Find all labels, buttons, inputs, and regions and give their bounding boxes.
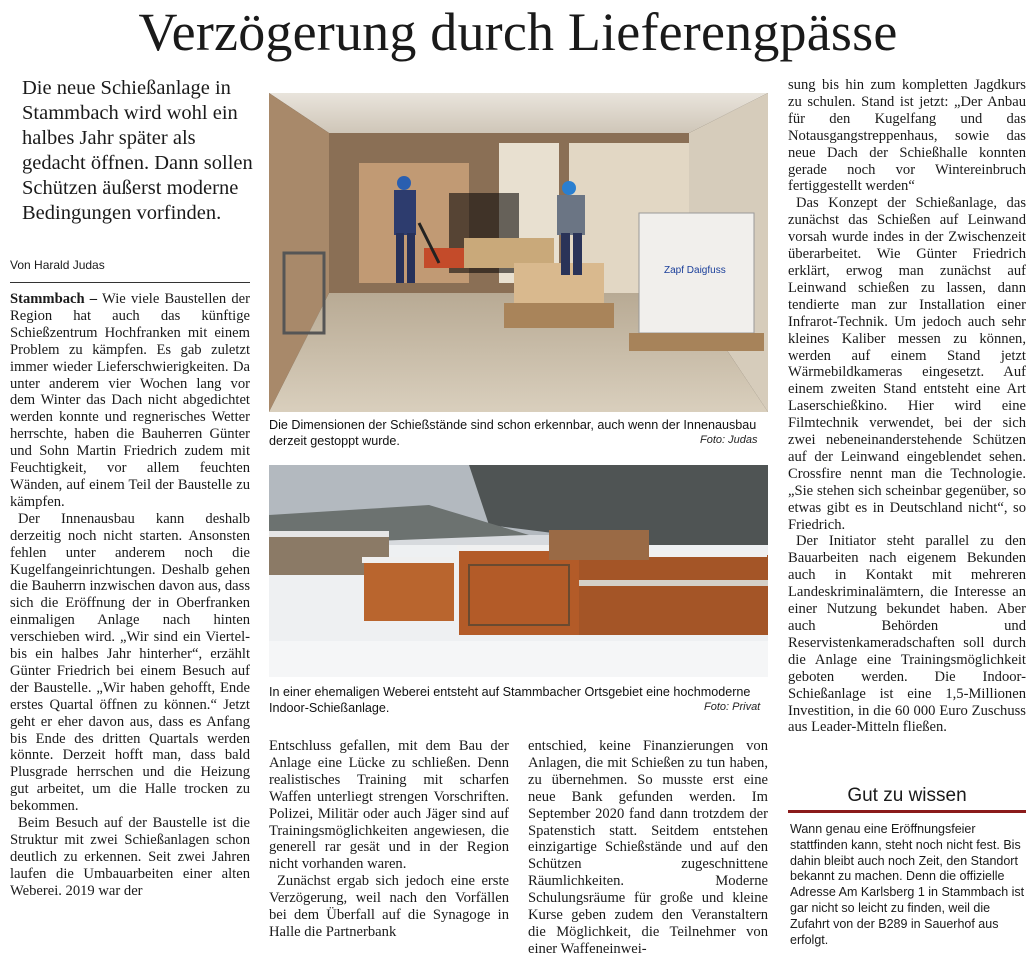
dateline: Stammbach – bbox=[10, 291, 98, 307]
article-column-2 bbox=[269, 738, 509, 941]
infobox-text: Wann genau eine Eröffnungsfeier stattfinden kann, steht noch nicht fest. Bis dahin bleibt auch noch Zeit, den Standort bekannt zu machen. Denn die offizielle Adresse Am Karlsberg 1 in Stammbach ist gar nicht so leicht zu finden, weil die Zufahrt von der B289 in Sauerhof aus erfolgt. bbox=[790, 822, 1025, 947]
article-paragraph: Entschluss gefallen, mit dem Bau der Anlage eine Lücke zu schließen. Denn realistisches Training mit scharfen Waffen unterliegt strengen Vorschriften. Polizei, Militär oder auch Jäger sind auf Trainingsmöglichkeiten angewiesen, die generell rar gesät und in der Region nicht vorhanden waren. bbox=[269, 738, 509, 873]
photo-building-exterior bbox=[269, 465, 768, 677]
article-paragraph: Beim Besuch auf der Baustelle ist die Struktur mit zwei Schießanlagen schon deutlich zu erkennen. Seit zwei Jahren laufen die Umbauarbeiten einer alten Weberei. 2019 war der bbox=[10, 815, 250, 899]
article-paragraph: Der Innenausbau kann deshalb derzeitig noch nicht starten. Ansonsten fehlen unter anderem noch die Kugelfangeinrichtungen. Deshalb gehen die Bauherrn inzwischen davon aus, dass sich die Eröffnung der in Oberfranken einmaligen Anlage nach hinten verschieben wird. „Wir sind ein Viertel- bis ein halbes Jahr hinterher“, erzählt Günter Friedrich bei einem Besuch auf der Baustelle. „Wir haben gehofft, Ende erstes Quartal öffnen zu können.“ Jetzt geht er eher davon aus, dass es Anfang bis Ende des dritten Quartals werden könnte. Derzeit hofft man, dass bald Plusgrade herrschen und die Heizung gut arbeitet, um die Halle trocken zu bekommen. bbox=[10, 510, 250, 815]
photo-caption: In einer ehemaligen Weberei entsteht auf Stammbacher Ortsgebiet eine hochmoderne Indoor-Schießanlage. bbox=[269, 685, 751, 715]
article-paragraph: Zunächst ergab sich jedoch eine erste Verzögerung, weil nach den Vorfällen bei dem Überfall auf die Synagoge in Halle die Partnerbank bbox=[269, 873, 509, 940]
article-column-1 bbox=[10, 291, 250, 900]
article-paragraph bbox=[10, 291, 250, 511]
headline: Verzögerung durch Lieferengpässe bbox=[138, 2, 898, 62]
photo-credit: Foto: Privat bbox=[704, 701, 761, 713]
byline-divider bbox=[10, 282, 250, 283]
article-column-3 bbox=[528, 738, 768, 958]
article-paragraph: sung bis hin zum kompletten Jagdkurs zu schulen. Stand ist jetzt: „Der Anbau für den Kugelfang und das Notausgangstreppenhaus, sowie das neue Dach der Schießhalle konnten gerade noch vor Wintereinbruch fertiggestellt werden“ bbox=[788, 77, 1026, 195]
article-column-4 bbox=[788, 77, 1026, 736]
byline: Von Harald Judas bbox=[10, 258, 105, 272]
article-paragraph: Der Initiator steht parallel zu den Bauarbeiten nach eigenem Bekunden auch in Kontakt mit mehreren Landeskriminalämtern, die Interesse an einer Nutzung bekundet haben. Aber auch Behörden und Reservistenkameradschaften soll durch die Anlage eine Trainingsmöglichkeit geboten werden. Die Indoor-Schießanlage ist eine 1,5-Millionen Investition, in die 60 000 Euro Zuschuss aus Leader-Mitteln fließen. bbox=[788, 533, 1026, 736]
indoor-scene-image bbox=[269, 93, 768, 412]
exterior-scene-image bbox=[269, 465, 768, 677]
lead-paragraph: Die neue Schießanlage in Stammbach wird wohl ein halbes Jahr später als gedacht öffnen. Dann sollen Schützen äußerst moderne Bedingungen vorfinden. bbox=[22, 77, 253, 224]
article-paragraph: Das Konzept der Schießanlage, das zunächst das Schießen auf Leinwand vorsah wurde indes in der Zwischenzeit überarbeitet. Wie Günter Friedrich erklärt, erwog man zunächst auf Leinwand schießen zu lassen, dann tendierte man zur Installation einer Infrarot-Technik. Um jedoch auch sehr kleines Kaliber messen zu können, werden auf einem Stand jetzt Wärmebildkameras eingesetzt. Auf einem zweiten Stand entsteht eine Art Laserschießkino. Hier wird eine Filmtechnik verwendet, bei der sich zwei nebeneinanderstehende Schützen auf der Leinwand eingeblendet sehen. Crossfire nennt man die Technologie. „Sie stehen sich scheinbar gegenüber, so etwas gibt es in Deutschland nicht“, so Friedrich. bbox=[788, 195, 1026, 533]
article-paragraph: entschied, keine Finanzierungen von Anlagen, die mit Schießen zu tun haben, zu übernehmen. So musste erst eine neue Bank gefunden werden. Im September 2020 fand dann trotzdem der Spatenstich statt. Seitdem entstehen einzigartige Schießstände und auf den Schützen zugeschnittene Räumlichkeiten. Moderne Schulungsräume für große und kleine Kurse geben zudem den Veranstaltern die Möglichkeit, die Teilnehmer von einer Waffeneinwei- bbox=[528, 738, 768, 957]
photo-credit: Foto: Judas bbox=[700, 434, 758, 446]
photo-caption: Die Dimensionen der Schießstände sind schon erkennbar, auch wenn der Innenausbau derzeit gestoppt wurde. bbox=[269, 418, 757, 448]
infobox-title: Gut zu wissen bbox=[847, 785, 967, 806]
paragraph-text: Wie viele Baustellen der Region hat auch das künftige Schießzentrum Hochfranken mit einem Problem zu kämpfen. Es gab zuletzt immer wieder Lieferschwierigkeiten. Da unter anderem vier Wochen lang vor dem Winter das Dach nicht abgedichtet werden konnte und regnerisches Wetter herrschte, haben die Bauherren Günter und Sohn Martin Friedrich zudem mit Feuchtigkeit, vor allem feuchten Wänden, auf einem Teil der Baustelle zu kämpfen. bbox=[10, 291, 250, 510]
pallet-label: Zapf Daigfuss bbox=[664, 265, 726, 276]
infobox-divider bbox=[788, 810, 1026, 813]
photo-indoor-shooting-range bbox=[269, 93, 768, 412]
